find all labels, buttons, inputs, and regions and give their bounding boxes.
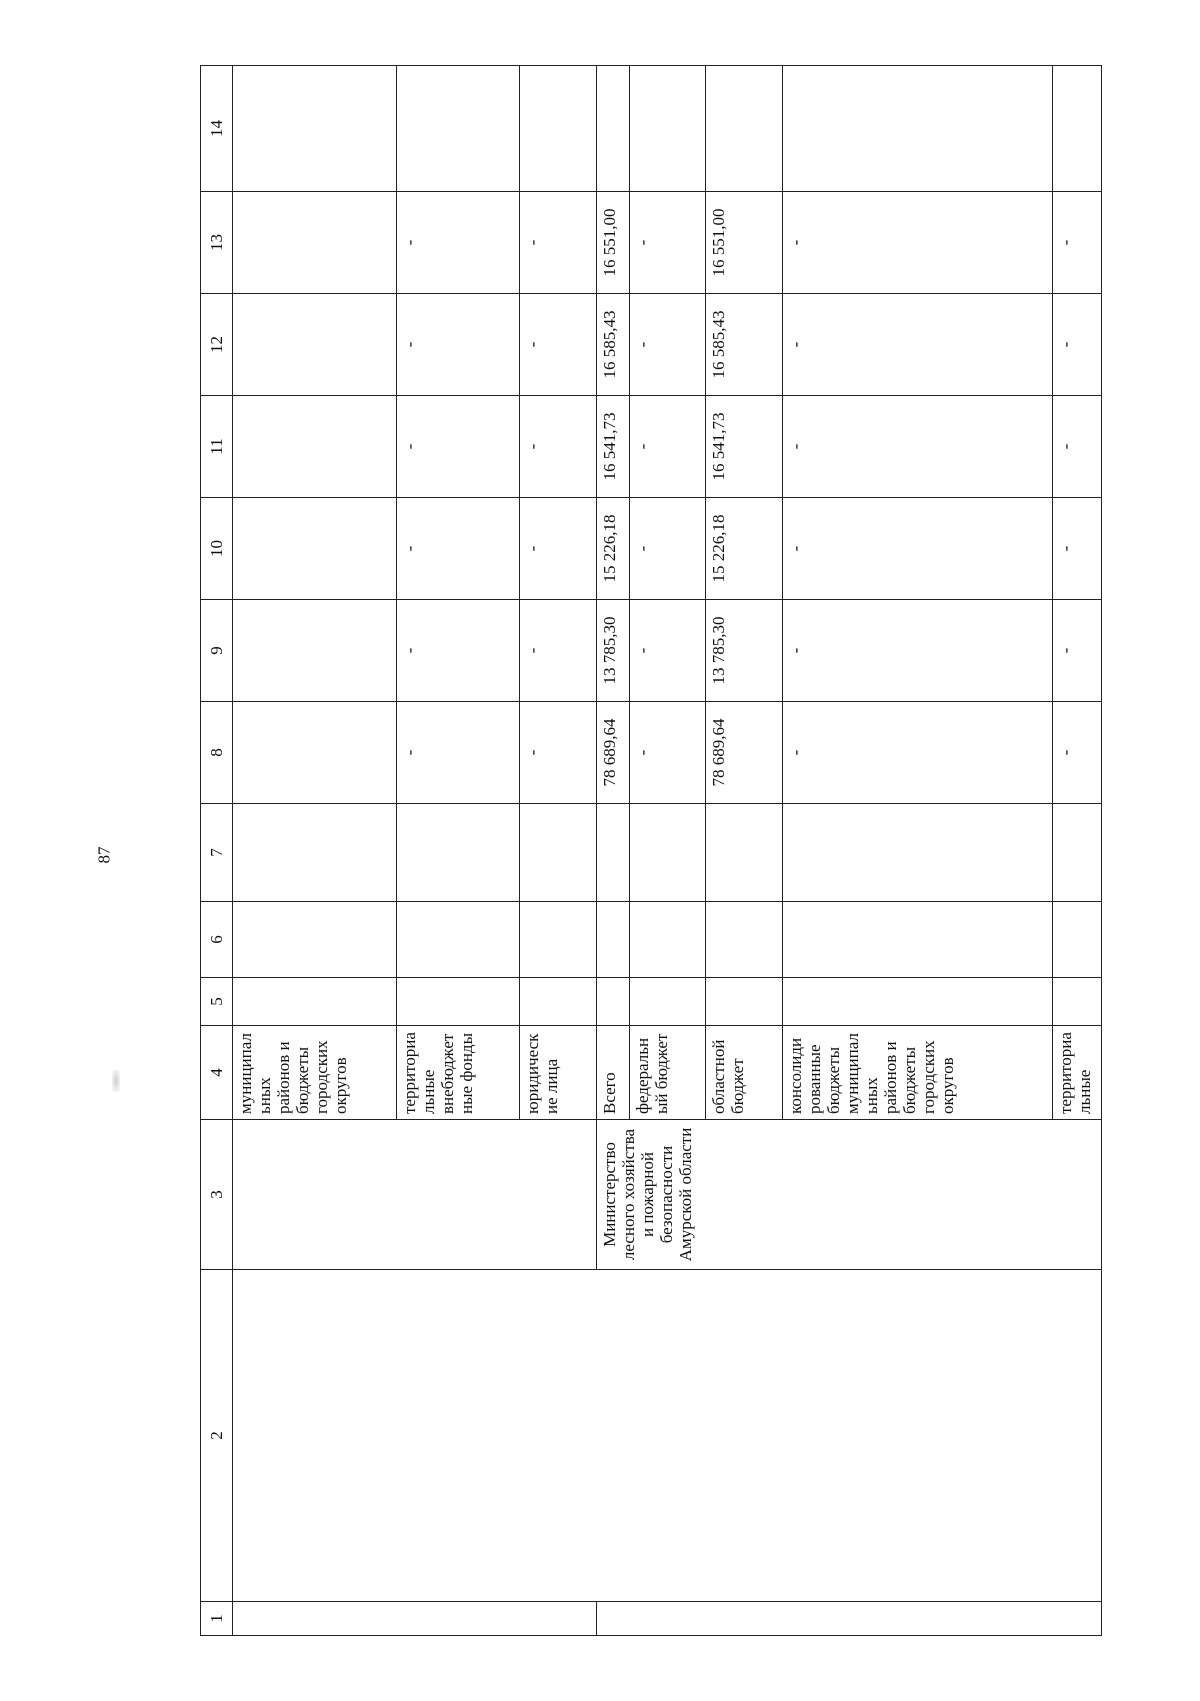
value-cell: 78 689,64 — [706, 702, 783, 804]
value-cell: - — [782, 396, 1052, 498]
column-number: 3 — [201, 1120, 233, 1270]
value-cell: - — [782, 498, 1052, 600]
column-number: 12 — [201, 294, 233, 396]
funding-source: территориальные внебюджетные фонды — [397, 1026, 520, 1120]
empty-cell — [706, 66, 783, 192]
funding-source: юридические лица — [519, 1026, 596, 1120]
column-number: 13 — [201, 192, 233, 294]
empty-cell — [397, 66, 520, 192]
empty-cell — [232, 902, 396, 978]
value-cell: - — [519, 396, 596, 498]
value-cell: 16 541,73 — [706, 396, 783, 498]
empty-cell — [782, 804, 1052, 902]
empty-cell — [596, 66, 629, 192]
empty-cell — [782, 902, 1052, 978]
value-cell: - — [397, 702, 520, 804]
column-number: 14 — [201, 66, 233, 192]
empty-cell — [706, 902, 783, 978]
value-cell: - — [1052, 294, 1101, 396]
budget-table — [200, 65, 1102, 1636]
funding-source: консолидированные бюджеты муниципальных районов и бюджеты городских округов — [782, 1026, 1052, 1120]
value-cell: - — [519, 498, 596, 600]
value-cell: 15 226,18 — [596, 498, 629, 600]
value-cell: - — [629, 600, 706, 702]
col1-cell — [596, 1602, 1101, 1636]
table-row — [232, 66, 396, 1636]
value-cell: - — [1052, 600, 1101, 702]
value-cell: - — [397, 294, 520, 396]
value-cell — [232, 192, 396, 294]
column-number: 4 — [201, 1026, 233, 1120]
value-cell: - — [629, 498, 706, 600]
empty-cell — [629, 902, 706, 978]
value-cell: - — [397, 192, 520, 294]
column-number: 10 — [201, 498, 233, 600]
value-cell: - — [1052, 396, 1101, 498]
empty-cell — [629, 66, 706, 192]
value-cell: 78 689,64 — [596, 702, 629, 804]
empty-cell — [706, 804, 783, 902]
page-number: 87 — [94, 846, 114, 864]
funding-source: областной бюджет — [706, 1026, 783, 1120]
empty-cell — [629, 804, 706, 902]
col1-cell — [232, 1602, 596, 1636]
col2-cell — [232, 1270, 1101, 1602]
column-number: 8 — [201, 702, 233, 804]
value-cell: - — [782, 294, 1052, 396]
value-cell: - — [782, 600, 1052, 702]
scan-speck — [112, 1070, 120, 1092]
rotated-table-wrapper — [200, 66, 1102, 1636]
value-cell — [232, 702, 396, 804]
empty-cell — [519, 978, 596, 1026]
value-cell: - — [519, 294, 596, 396]
value-cell — [232, 396, 396, 498]
empty-cell — [519, 66, 596, 192]
empty-cell — [782, 66, 1052, 192]
empty-cell — [629, 978, 706, 1026]
value-cell: 15 226,18 — [706, 498, 783, 600]
funding-source: муниципальных районов и бюджеты городских округов — [232, 1026, 396, 1120]
value-cell: - — [519, 600, 596, 702]
empty-cell — [519, 804, 596, 902]
value-cell: 13 785,30 — [706, 600, 783, 702]
empty-cell — [596, 902, 629, 978]
funding-source: федеральный бюджет — [629, 1026, 706, 1120]
value-cell: 16 551,00 — [706, 192, 783, 294]
value-cell: - — [782, 192, 1052, 294]
value-cell: 16 585,43 — [596, 294, 629, 396]
empty-cell — [1052, 804, 1101, 902]
empty-cell — [397, 804, 520, 902]
value-cell: 13 785,30 — [596, 600, 629, 702]
value-cell — [232, 294, 396, 396]
value-cell: - — [397, 600, 520, 702]
empty-cell — [596, 804, 629, 902]
value-cell: - — [782, 702, 1052, 804]
column-number: 1 — [201, 1602, 233, 1636]
value-cell: - — [397, 396, 520, 498]
value-cell: 16 585,43 — [706, 294, 783, 396]
value-cell: - — [1052, 498, 1101, 600]
empty-cell — [782, 978, 1052, 1026]
value-cell: - — [629, 396, 706, 498]
column-number: 6 — [201, 902, 233, 978]
empty-cell — [1052, 978, 1101, 1026]
empty-cell — [232, 804, 396, 902]
value-cell: - — [519, 192, 596, 294]
empty-cell — [397, 978, 520, 1026]
value-cell — [232, 498, 396, 600]
value-cell: - — [519, 702, 596, 804]
column-number: 9 — [201, 600, 233, 702]
column-number-row — [201, 66, 233, 1636]
empty-cell — [596, 978, 629, 1026]
empty-cell — [519, 902, 596, 978]
funding-source: территориальные — [1052, 1026, 1101, 1120]
empty-cell — [397, 902, 520, 978]
value-cell: - — [1052, 192, 1101, 294]
value-cell: 16 551,00 — [596, 192, 629, 294]
funding-source: Всего — [596, 1026, 629, 1120]
column-number: 2 — [201, 1270, 233, 1602]
empty-cell — [232, 66, 396, 192]
empty-cell — [1052, 66, 1101, 192]
value-cell: - — [629, 294, 706, 396]
empty-cell — [706, 978, 783, 1026]
column-number: 11 — [201, 396, 233, 498]
empty-cell — [232, 978, 396, 1026]
empty-cell — [1052, 902, 1101, 978]
ministry-name: Министерство лесного хозяйства и пожарной безопасности Амурской области — [596, 1120, 1101, 1270]
value-cell — [232, 600, 396, 702]
value-cell: - — [1052, 702, 1101, 804]
col3-cell — [232, 1120, 596, 1270]
value-cell: - — [629, 192, 706, 294]
value-cell: - — [397, 498, 520, 600]
column-number: 5 — [201, 978, 233, 1026]
value-cell: - — [629, 702, 706, 804]
column-number: 7 — [201, 804, 233, 902]
value-cell: 16 541,73 — [596, 396, 629, 498]
